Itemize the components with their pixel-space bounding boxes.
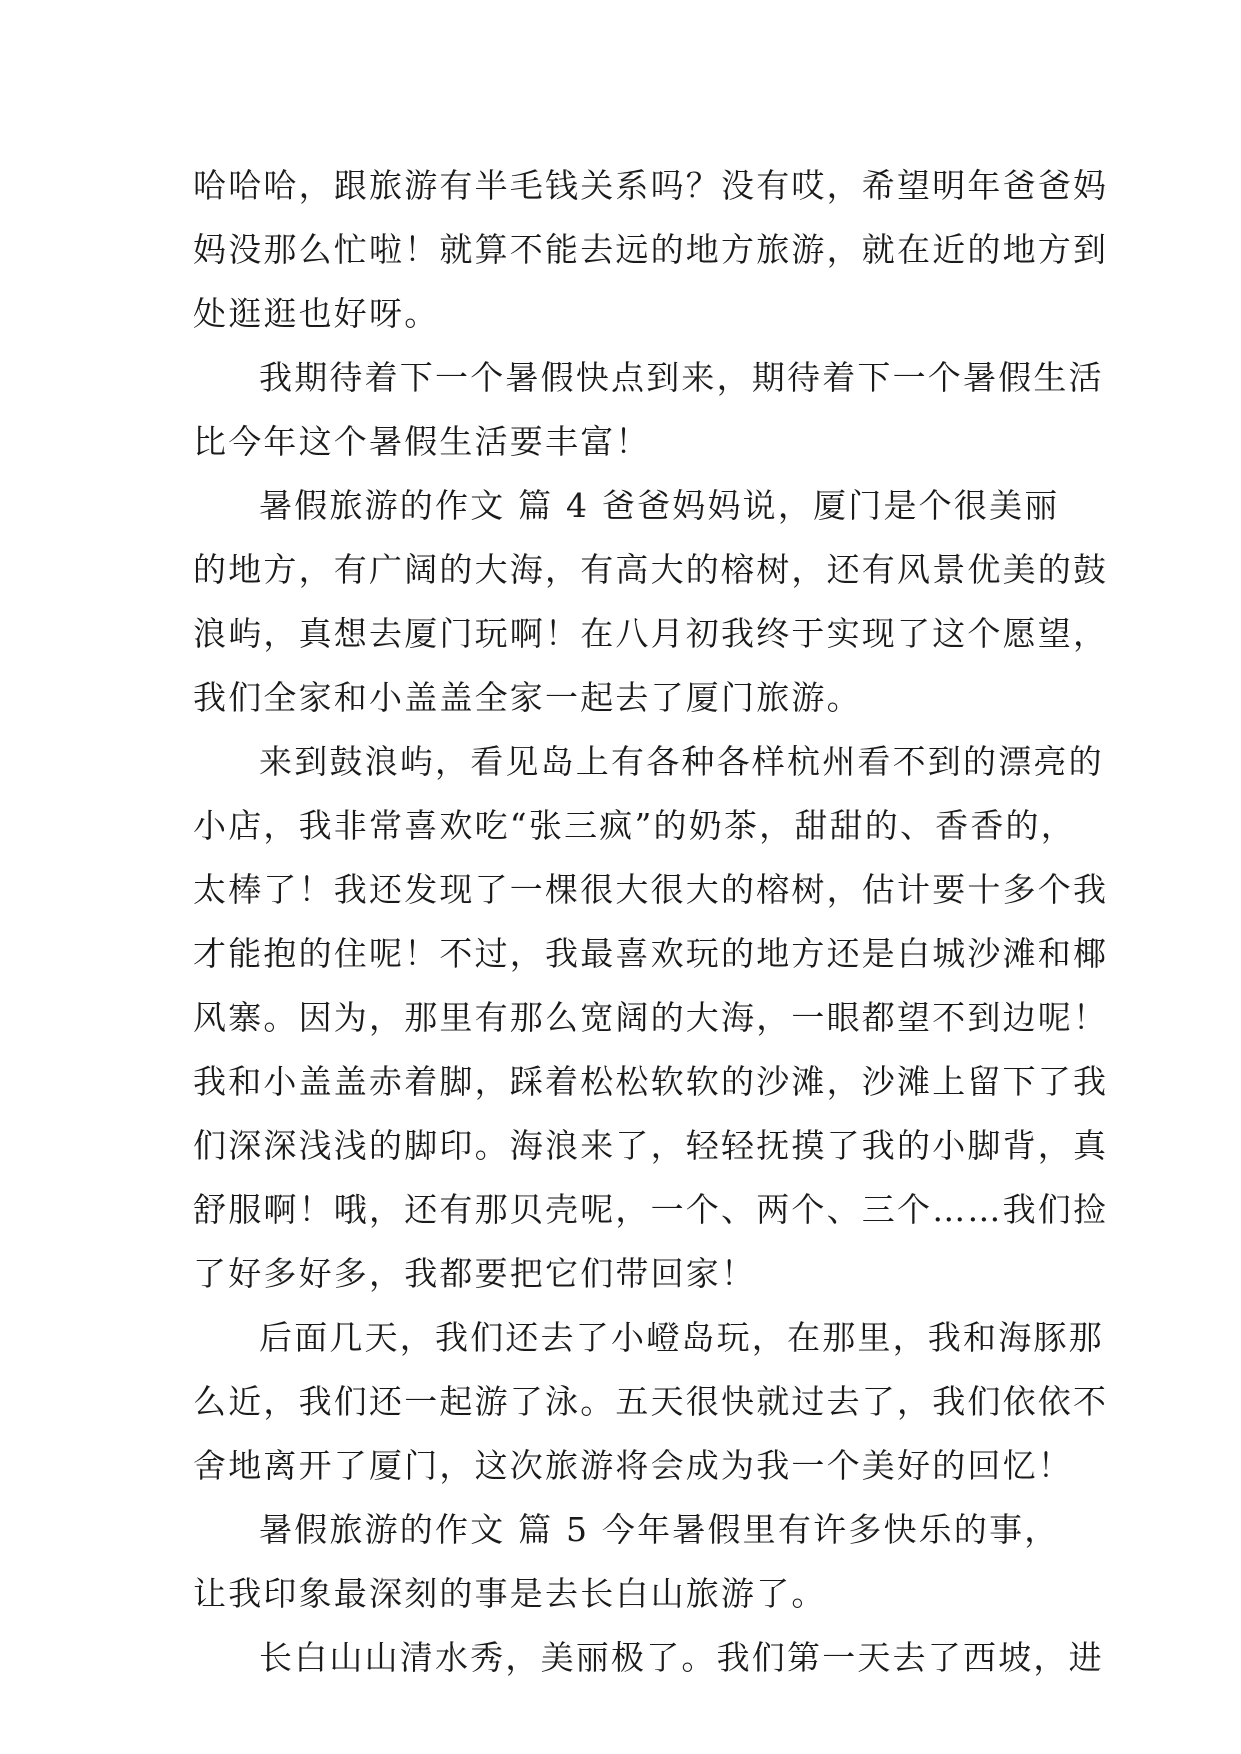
text-line: 小店，我非常喜欢吃“张三疯”的奶茶，甜甜的、香香的， [193, 806, 1076, 845]
paragraph-start-line: 长白山山清水秀，美丽极了。我们第一天去了西坡，进 [259, 1638, 1104, 1677]
text-line: 让我印象最深刻的事是去长白山旅游了。 [193, 1574, 827, 1613]
paragraph-start-line: 来到鼓浪屿，看见岛上有各种各样杭州看不到的漂亮的 [259, 742, 1104, 781]
text-line: 了好多好多，我都要把它们带回家！ [193, 1254, 757, 1293]
text-line: 妈没那么忙啦！就算不能去远的地方旅游，就在近的地方到 [193, 230, 1109, 269]
text-line: 们深深浅浅的脚印。海浪来了，轻轻抚摸了我的小脚背，真 [193, 1126, 1109, 1165]
text-line: 比今年这个暑假生活要丰富！ [193, 422, 651, 461]
text-line: 风寨。因为，那里有那么宽阔的大海，一眼都望不到边呢！ [193, 998, 1109, 1037]
text-line: 我们全家和小盖盖全家一起去了厦门旅游。 [193, 678, 862, 717]
document-body [193, 154, 1109, 1690]
text-line: 处逛逛也好呀。 [193, 294, 440, 333]
text-line: 我和小盖盖赤着脚，踩着松松软软的沙滩，沙滩上留下了我 [193, 1062, 1109, 1101]
text-line: 的地方，有广阔的大海，有高大的榕树，还有风景优美的鼓 [193, 550, 1109, 589]
text-line: 才能抱的住呢！不过，我最喜欢玩的地方还是白城沙滩和椰 [193, 934, 1109, 973]
section-heading-line: 暑假旅游的作文 篇 4 爸爸妈妈说，厦门是个很美丽 [259, 486, 1060, 525]
section-heading-line: 暑假旅游的作文 篇 5 今年暑假里有许多快乐的事， [259, 1510, 1060, 1549]
text-line: 么近，我们还一起游了泳。五天很快就过去了，我们依依不 [193, 1382, 1109, 1421]
text-line: 太棒了！我还发现了一棵很大很大的榕树，估计要十多个我 [193, 870, 1109, 909]
paragraph-start-line: 后面几天，我们还去了小嶝岛玩，在那里，我和海豚那 [259, 1318, 1104, 1357]
paragraph-start-line: 我期待着下一个暑假快点到来，期待着下一个暑假生活 [259, 358, 1104, 397]
text-line: 哈哈哈，跟旅游有半毛钱关系吗？没有哎，希望明年爸爸妈 [193, 166, 1109, 205]
text-line: 舒服啊！哦，还有那贝壳呢，一个、两个、三个……我们捡 [193, 1190, 1109, 1229]
text-line: 浪屿，真想去厦门玩啊！在八月初我终于实现了这个愿望， [193, 614, 1109, 653]
text-line: 舍地离开了厦门，这次旅游将会成为我一个美好的回忆！ [193, 1446, 1073, 1485]
